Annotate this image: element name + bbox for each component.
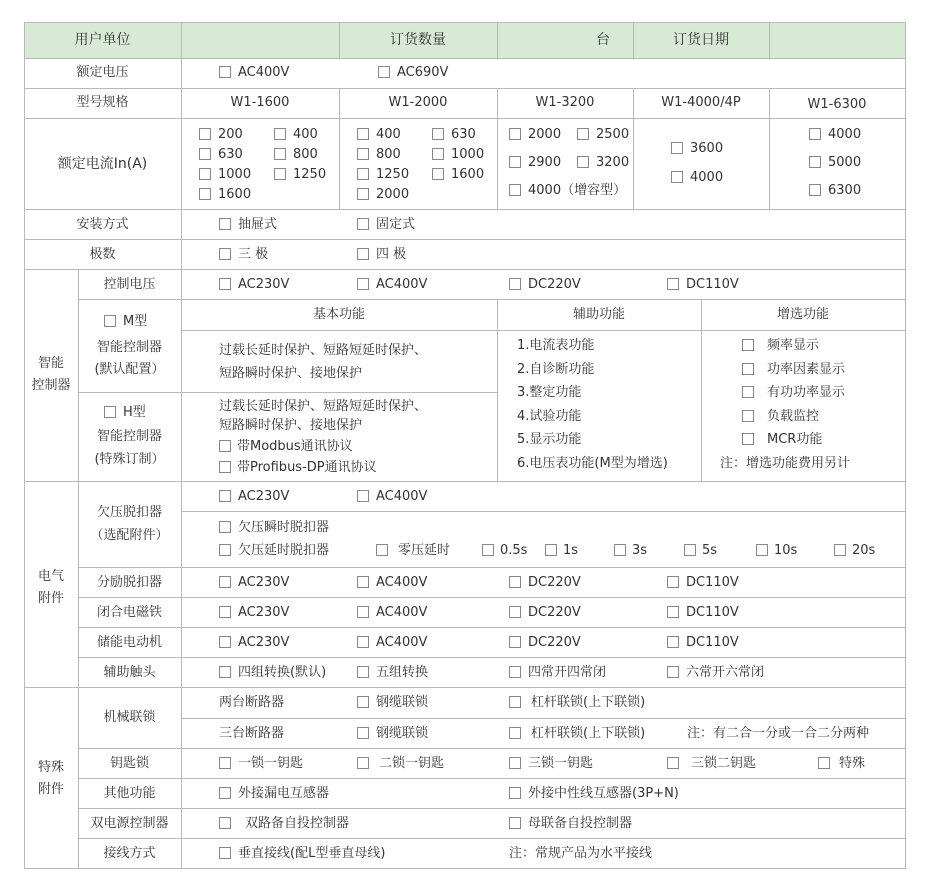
checkbox[interactable] (667, 636, 679, 648)
aux-contact-option[interactable]: 四常开四常闭 (509, 665, 606, 681)
checkbox[interactable] (199, 128, 211, 140)
delay-option[interactable]: 0.5s (482, 543, 527, 559)
checkbox[interactable] (509, 727, 521, 739)
other-function-option[interactable]: 外接漏电互感器 (219, 786, 329, 802)
checkbox[interactable] (667, 666, 679, 678)
uv-voltage-option[interactable]: AC400V (357, 489, 427, 505)
checkbox[interactable] (376, 544, 388, 556)
checkbox[interactable] (357, 218, 369, 230)
current-option[interactable]: 3200 (577, 155, 629, 171)
cable-lock-option[interactable]: 钢缆联锁 (357, 726, 428, 742)
current-option[interactable]: 630 (199, 147, 243, 163)
checkbox[interactable] (614, 544, 626, 556)
checkbox[interactable] (509, 576, 521, 588)
checkbox[interactable] (219, 278, 231, 290)
order-qty-input[interactable] (498, 23, 593, 57)
current-option[interactable]: 1600 (432, 167, 484, 183)
modbus-option[interactable]: 带Modbus通讯协议 (219, 439, 353, 455)
current-option[interactable]: 4000 (809, 127, 861, 143)
control-voltage-option[interactable]: DC220V (509, 277, 581, 293)
aux-contact-option[interactable]: 四组转换(默认) (219, 665, 326, 681)
current-option[interactable]: 1600 (199, 187, 251, 203)
checkbox[interactable] (809, 128, 821, 140)
special-group-label: 特殊 (37, 760, 64, 775)
wiring-option[interactable]: 垂直接线(配L型垂直母线) (219, 846, 385, 862)
current-option[interactable]: 2500 (577, 127, 629, 143)
checkbox[interactable] (809, 184, 821, 196)
checkbox[interactable] (809, 156, 821, 168)
electrical-group-label: 附件 (37, 591, 64, 606)
checkbox[interactable] (432, 148, 444, 160)
checkbox[interactable] (509, 278, 521, 290)
checkbox[interactable] (357, 696, 369, 708)
checkbox[interactable] (742, 386, 754, 398)
checkbox[interactable] (509, 128, 521, 140)
checkbox[interactable] (742, 410, 754, 422)
profibus-option[interactable]: 带Profibus-DP通讯协议 (219, 460, 377, 476)
shunt-voltage-option[interactable]: AC400V (357, 575, 427, 591)
model-w1-2000: W1-2000 (388, 95, 448, 110)
uv-voltage-option[interactable]: AC230V (219, 489, 289, 505)
aux-function-item: 1.电流表功能 (517, 338, 595, 353)
checkbox[interactable] (509, 606, 521, 618)
rated-current-label: 额定电流In(A) (57, 156, 148, 172)
checkbox[interactable] (671, 171, 683, 183)
motor-voltage-option[interactable]: DC110V (667, 635, 739, 651)
checkbox[interactable] (432, 168, 444, 180)
checkbox[interactable] (357, 148, 369, 160)
poles-label: 极数 (89, 247, 116, 262)
key-lock-option[interactable]: 三锁一钥匙 (509, 756, 593, 772)
model-label: 型号规格 (76, 95, 129, 110)
electrical-group-label: 电气 (37, 569, 64, 584)
delay-option[interactable]: 5s (684, 543, 717, 559)
undervoltage-label: 欠压脱扣器 (96, 505, 162, 520)
h-basic-line: 过载长延时保护、短路短延时保护、 (219, 399, 428, 414)
checkbox[interactable] (509, 184, 521, 196)
key-lock-option[interactable]: 三锁二钥匙 (667, 756, 756, 772)
checkbox[interactable] (219, 787, 231, 799)
current-option[interactable]: 630 (432, 127, 476, 143)
current-option[interactable]: 5000 (809, 155, 861, 171)
control-voltage-option[interactable]: DC110V (667, 277, 739, 293)
motor-voltage-option[interactable]: AC230V (219, 635, 289, 651)
poles-option[interactable]: 三 极 (219, 247, 268, 263)
key-lock-option[interactable]: 一锁一钥匙 (219, 756, 303, 772)
user-unit-input[interactable] (182, 23, 338, 57)
delay-option[interactable]: 3s (614, 543, 647, 559)
optional-function-note: 注：增选功能费用另计 (720, 456, 851, 471)
closing-voltage-option[interactable]: AC400V (357, 605, 427, 621)
aux-function-item: 4.试验功能 (517, 409, 582, 424)
checkbox[interactable] (219, 440, 231, 452)
m-basic-line: 短路瞬时保护、接地保护 (219, 366, 363, 381)
checkbox[interactable] (219, 218, 231, 230)
two-breakers-label: 两台断路器 (219, 695, 285, 710)
h-type-option[interactable]: H型 (104, 405, 146, 421)
current-option[interactable]: 2000 (509, 127, 561, 143)
three-breakers-label: 三台断路器 (219, 726, 285, 741)
checkbox[interactable] (509, 696, 521, 708)
current-option[interactable]: 6300 (809, 183, 861, 199)
checkbox[interactable] (482, 544, 494, 556)
rated-voltage-option[interactable]: AC690V (378, 65, 448, 81)
header-order-date: 订货日期 (673, 32, 729, 48)
checkbox[interactable] (219, 576, 231, 588)
wiring-note: 注：常规产品为水平接线 (509, 846, 653, 861)
checkbox[interactable] (378, 66, 390, 78)
checkbox[interactable] (199, 148, 211, 160)
checkbox[interactable] (667, 576, 679, 588)
checkbox[interactable] (357, 727, 369, 739)
current-option[interactable]: 3600 (671, 141, 723, 157)
current-option[interactable]: 800 (357, 147, 401, 163)
checkbox[interactable] (219, 847, 231, 859)
install-option[interactable]: 抽屉式 (219, 217, 277, 233)
aux-contact-label: 辅助触头 (103, 665, 156, 680)
checkbox[interactable] (219, 490, 231, 502)
aux-function-item: 5.显示功能 (517, 432, 582, 447)
checkbox[interactable] (742, 433, 754, 445)
checkbox[interactable] (509, 757, 521, 769)
current-option[interactable]: 1000 (199, 167, 251, 183)
checkbox[interactable] (199, 188, 211, 200)
checkbox[interactable] (577, 156, 589, 168)
checkbox[interactable] (219, 461, 231, 473)
delay-option[interactable]: 10s (756, 543, 797, 559)
key-lock-label: 钥匙锁 (109, 756, 149, 771)
aux-function-item: 2.自诊断功能 (517, 362, 595, 377)
uv-instant-option[interactable]: 欠压瞬时脱扣器 (219, 520, 329, 536)
optional-function-option[interactable]: MCR功能 (742, 432, 822, 448)
m-type-note: (默认配置） (94, 362, 165, 377)
checkbox[interactable] (219, 606, 231, 618)
key-lock-option[interactable]: 二锁一钥匙 (357, 756, 444, 772)
current-option[interactable]: 200 (199, 127, 243, 143)
checkbox[interactable] (818, 757, 830, 769)
shunt-release-label: 分励脱扣器 (96, 575, 162, 590)
install-label: 安装方式 (76, 217, 129, 232)
checkbox[interactable] (509, 156, 521, 168)
checkbox[interactable] (671, 142, 683, 154)
col-aux-function: 辅助功能 (572, 307, 625, 322)
model-w1-3200: W1-3200 (535, 95, 595, 110)
m-type-option[interactable]: M型 (104, 314, 147, 330)
model-w1-6300: W1-6300 (807, 97, 867, 112)
checkbox[interactable] (756, 544, 768, 556)
checkbox[interactable] (834, 544, 846, 556)
m-basic-line: 过载长延时保护、短路短延时保护、 (219, 343, 428, 358)
closing-voltage-option[interactable]: DC110V (667, 605, 739, 621)
checkbox[interactable] (509, 666, 521, 678)
control-voltage-option[interactable]: AC230V (219, 277, 289, 293)
current-option[interactable]: 1000 (432, 147, 484, 163)
optional-function-option[interactable]: 有功功率显示 (742, 385, 845, 401)
checkbox[interactable] (667, 757, 679, 769)
checkbox[interactable] (274, 168, 286, 180)
other-function-label: 其他功能 (103, 786, 156, 801)
control-voltage-label: 控制电压 (103, 277, 156, 292)
m-type-name: 智能控制器 (96, 340, 162, 355)
current-option[interactable]: 4000 (671, 170, 723, 186)
h-type-note: (特殊订制） (94, 452, 165, 467)
checkbox[interactable] (357, 636, 369, 648)
zero-delay-option[interactable]: 零压延时 (376, 543, 450, 559)
checkbox[interactable] (357, 128, 369, 140)
delay-option[interactable]: 1s (545, 543, 578, 559)
checkbox[interactable] (742, 339, 754, 351)
model-w1-1600: W1-1600 (230, 95, 290, 110)
optional-function-option[interactable]: 功率因素显示 (742, 362, 845, 378)
checkbox[interactable] (104, 406, 116, 418)
checkbox[interactable] (357, 248, 369, 260)
header-unit: 台 (596, 32, 610, 48)
aux-contact-option[interactable]: 五组转换 (357, 665, 428, 681)
checkbox[interactable] (219, 521, 231, 533)
checkbox[interactable] (274, 148, 286, 160)
controller-group-label: 智能 (37, 356, 64, 371)
checkbox[interactable] (684, 544, 696, 556)
checkbox[interactable] (219, 66, 231, 78)
dual-power-option[interactable]: 母联备自投控制器 (509, 816, 632, 832)
checkbox[interactable] (219, 666, 231, 678)
motor-voltage-option[interactable]: DC220V (509, 635, 581, 651)
motor-voltage-option[interactable]: AC400V (357, 635, 427, 651)
checkbox[interactable] (357, 757, 369, 769)
mech-interlock-label: 机械联锁 (103, 710, 156, 725)
checkbox[interactable] (509, 636, 521, 648)
key-lock-option[interactable]: 特殊 (818, 756, 865, 772)
checkbox[interactable] (357, 278, 369, 290)
shunt-voltage-option[interactable]: DC220V (509, 575, 581, 591)
checkbox[interactable] (219, 248, 231, 260)
col-optional-function: 增选功能 (776, 307, 829, 322)
current-option[interactable]: 1250 (357, 167, 409, 183)
aux-contact-option[interactable]: 六常开六常闭 (667, 665, 764, 681)
closing-magnet-label: 闭合电磁铁 (96, 605, 162, 620)
model-w1-4000-4p: W1-4000/4P (661, 95, 741, 110)
checkbox[interactable] (357, 490, 369, 502)
checkbox[interactable] (219, 544, 231, 556)
current-option[interactable]: 800 (274, 147, 318, 163)
h-type-name: 智能控制器 (96, 429, 162, 444)
lever-lock-option[interactable]: 杠杆联锁(上下联锁) (509, 695, 645, 711)
checkbox[interactable] (357, 666, 369, 678)
uv-delay-option[interactable]: 欠压延时脱扣器 (219, 543, 329, 559)
checkbox[interactable] (509, 787, 521, 799)
checkbox[interactable] (357, 606, 369, 618)
checkbox[interactable] (357, 188, 369, 200)
checkbox[interactable] (274, 128, 286, 140)
col-basic-function: 基本功能 (312, 307, 365, 322)
current-option[interactable]: 2900 (509, 155, 561, 171)
checkbox[interactable] (667, 278, 679, 290)
poles-option[interactable]: 四 极 (357, 247, 406, 263)
current-option[interactable]: 2000 (357, 187, 409, 203)
rated-voltage-label: 额定电压 (76, 65, 129, 80)
checkbox[interactable] (219, 636, 231, 648)
aux-function-item: 6.电压表功能(M型为增选) (517, 456, 668, 471)
checkbox[interactable] (577, 128, 589, 140)
checkbox[interactable] (545, 544, 557, 556)
closing-voltage-option[interactable]: AC230V (219, 605, 289, 621)
current-option[interactable]: 4000（增容型） (509, 183, 626, 199)
optional-function-option[interactable]: 频率显示 (742, 338, 819, 354)
controller-group-label: 控制器 (31, 378, 71, 393)
order-date-input[interactable] (770, 23, 904, 57)
dual-power-label: 双电源控制器 (90, 816, 169, 831)
aux-function-item: 3.整定功能 (517, 385, 582, 400)
current-option[interactable]: 400 (274, 127, 318, 143)
checkbox[interactable] (357, 168, 369, 180)
optional-function-option[interactable]: 负载监控 (742, 409, 819, 425)
checkbox[interactable] (509, 817, 521, 829)
closing-voltage-option[interactable]: DC220V (509, 605, 581, 621)
checkbox[interactable] (199, 168, 211, 180)
wiring-label: 接线方式 (103, 846, 156, 861)
current-option[interactable]: 400 (357, 127, 401, 143)
current-option[interactable]: 1250 (274, 167, 326, 183)
shunt-voltage-option[interactable]: AC230V (219, 575, 289, 591)
header-user-unit: 用户单位 (74, 32, 131, 48)
other-function-option[interactable]: 外接中性线互感器(3P+N) (509, 786, 679, 802)
checkbox[interactable] (667, 606, 679, 618)
delay-option[interactable]: 20s (834, 543, 875, 559)
header-order-qty: 订货数量 (390, 32, 446, 48)
control-voltage-option[interactable]: AC400V (357, 277, 427, 293)
motor-label: 储能电动机 (96, 635, 162, 650)
special-group-label: 附件 (37, 782, 64, 797)
undervoltage-note: （选配附件） (90, 528, 169, 543)
interlock-note: 注：有二合一分或一合二分两种 (687, 726, 870, 741)
rated-voltage-option[interactable]: AC400V (219, 65, 289, 81)
checkbox[interactable] (742, 363, 754, 375)
checkbox[interactable] (357, 576, 369, 588)
dual-power-option[interactable]: 双路备自投控制器 (219, 816, 349, 832)
checkbox[interactable] (219, 757, 231, 769)
install-option[interactable]: 固定式 (357, 217, 415, 233)
checkbox[interactable] (219, 817, 231, 829)
cable-lock-option[interactable]: 钢缆联锁 (357, 695, 428, 711)
checkbox[interactable] (104, 315, 116, 327)
lever-lock-option[interactable]: 杠杆联锁(上下联锁) (509, 726, 645, 742)
h-basic-line: 短路瞬时保护、接地保护 (219, 418, 363, 433)
checkbox[interactable] (432, 128, 444, 140)
shunt-voltage-option[interactable]: DC110V (667, 575, 739, 591)
